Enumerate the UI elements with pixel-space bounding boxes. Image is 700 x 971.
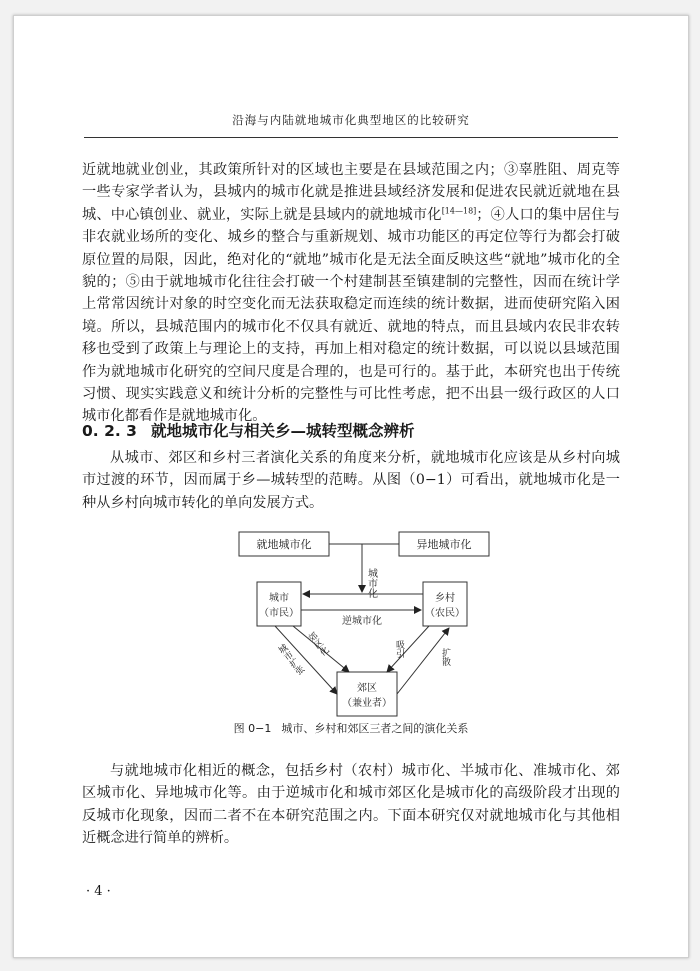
village-box — [423, 582, 467, 626]
book-page — [13, 15, 689, 958]
section-heading — [82, 419, 414, 441]
suburb-label: 郊区 — [357, 683, 377, 694]
suburbanization-label: 郊区化 — [305, 630, 330, 659]
paragraph-1 — [82, 159, 620, 428]
suburb-sublabel: （兼业者） — [342, 698, 392, 709]
paragraph-3-block — [82, 760, 620, 850]
evolution-diagram — [229, 522, 499, 742]
paragraph-2-block — [82, 447, 620, 514]
box-local-label: 就地城市化 — [256, 538, 312, 551]
figure-number: 图 0−1 — [233, 722, 272, 735]
box-remote-label: 异地城市化 — [416, 538, 472, 551]
section-title: 就地城市化与相关乡—城转型概念辨析 — [150, 422, 415, 440]
citation-mark: [14—18] — [441, 206, 477, 216]
city-expansion-label: 城市扩张 — [275, 642, 306, 678]
running-head: 沿海与内陆就地城市化典型地区的比较研究 — [232, 113, 470, 127]
paragraph-3: 与就地城市化相近的概念，包括乡村（农村）城市化、半城市化、准城市化、郊区城市化、异地城市化等。由于逆城市化和城市郊区化是城市化的高级阶段才出现的反城市化现象，因而二者不在本研究范围之内。下面本研究仅对就地城市化与其他相近概念进行简单的辨析。 — [82, 763, 620, 847]
local-connector-arrow — [329, 544, 362, 592]
city-sublabel: （市民） — [259, 608, 299, 619]
page-number: · 4 · — [86, 884, 111, 899]
suburb-box — [337, 672, 397, 716]
diagram-svg — [229, 522, 499, 742]
paragraph-1-block — [82, 159, 620, 428]
paragraph-1-part-a: 近就地就业创业，其政策所针对的区域也主要是在县域范围之内；③辜胜阻、周克等一些专家学者认为，县城内的城市化就是推进县域经济发展和促进农民就近就地在县城、中心镇创业、就业，实际上就是县域内的就地城市化 — [82, 162, 620, 223]
city-box — [257, 582, 301, 626]
section-number: 0. 2. 3 — [82, 422, 137, 440]
figure-caption-text: 城市、乡村和郊区三者之间的演化关系 — [281, 722, 469, 735]
village-sublabel: （农民） — [425, 608, 465, 619]
attraction-label: 吸引 — [394, 640, 404, 658]
paragraph-2: 从城市、郊区和乡村三者演化关系的角度来分析，就地城市化应该是从乡村向城市过渡的环节，因而属于乡—城转型的范畴。从图（0−1）可看出，就地城市化是一种从乡村向城市转化的单向发展方式。 — [82, 450, 620, 511]
center-urbanization-label: 城市化 — [365, 568, 377, 598]
paragraph-1-part-b: ；④人口的集中居住与非农就业场所的变化、城乡的整合与重新规划、城市功能区的再定位等行为都会打破原位置的局限，因此，绝对化的“就地”城市化是无法全面反映这些“就地”城市化的全貌的；⑤由于就地城市化往往会打破一个村建制甚至镇建制的完整性，因而在统计学上常常因统计对象的时空变化而无法获取稳定而连续的统计数据，进而使研究陷入困境。所以，县城范围内的城市化不仅具有就近、就地的特点，而且县域内农民非农转移也受到了政策上与理论上的支持，再加上相对稳定的统计数据，可以说以县域范围作为就地城市化研究的空间尺度是合理的，也是可行的。基于此，本研究也出于传统习惯、现实实践意义和统计分析的完整性与可比性考虑，把不出县一级行政区的人口城市化都看作是就地城市化。 — [82, 206, 620, 425]
figure-caption — [14, 720, 688, 736]
counter-urbanization-label: 逆城市化 — [342, 616, 382, 627]
city-label: 城市 — [269, 593, 289, 604]
village-label: 乡村 — [435, 593, 455, 604]
diffusion-label: 扩散 — [440, 648, 450, 666]
header-rule — [84, 137, 618, 138]
